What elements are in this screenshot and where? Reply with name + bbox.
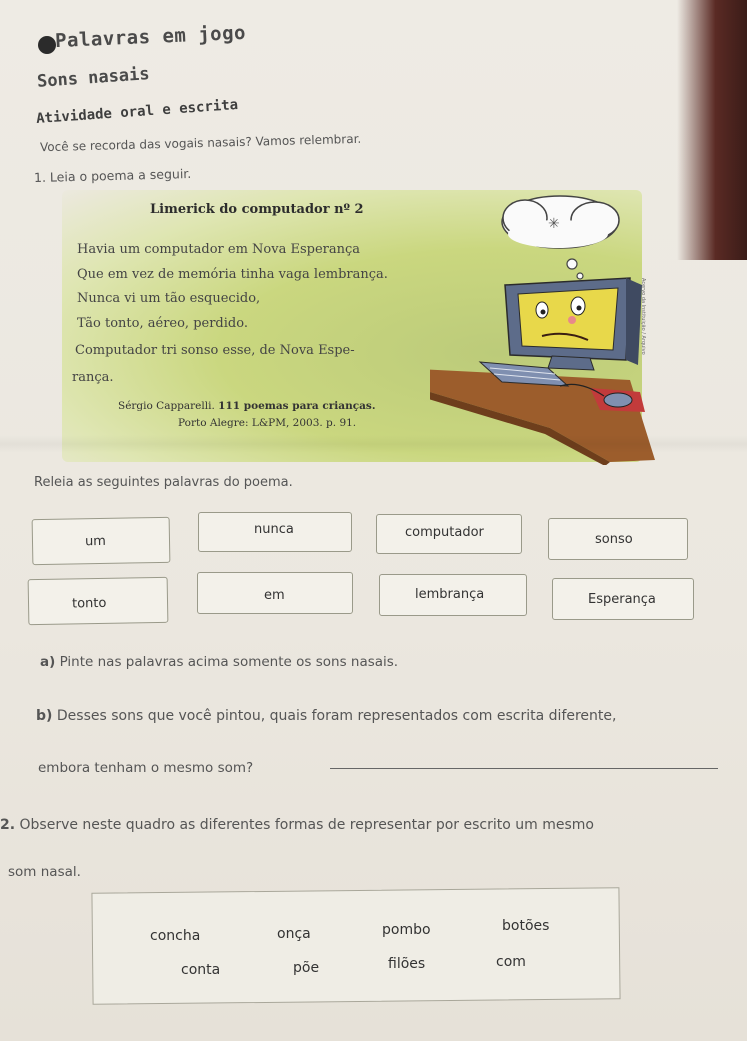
- word-box[interactable]: [32, 517, 171, 565]
- word-label: sonso: [595, 532, 633, 547]
- poem-line: Que em vez de memória tinha vaga lembrança.: [77, 267, 388, 282]
- section-title: Sons nasais: [36, 64, 151, 92]
- intro-text: Você se recorda das vogais nasais? Vamos relembrar.: [39, 131, 362, 155]
- table-word: conta: [181, 962, 221, 978]
- table-word: botões: [502, 918, 550, 934]
- table-word: pombo: [382, 922, 431, 938]
- word-label: em: [264, 588, 285, 603]
- question-2-continuation: som nasal.: [8, 864, 81, 880]
- word-box[interactable]: [198, 512, 352, 552]
- poem-line: Nunca vi um tão esquecido,: [77, 291, 261, 306]
- table-word: filões: [388, 956, 426, 972]
- poem-line: Computador tri sonso esse, de Nova Espe-: [75, 343, 355, 358]
- word-box[interactable]: [552, 578, 694, 620]
- question-1-text: Leia o poema a seguir.: [49, 165, 192, 185]
- monitor-icon: [505, 278, 642, 370]
- poem-line: Havia um computador em Nova Esperança: [77, 242, 361, 257]
- item-a-text: Pinte nas palavras acima somente os sons nasais.: [59, 654, 399, 670]
- credit-author: Sérgio Capparelli.: [118, 400, 215, 412]
- poem-credit: [118, 400, 376, 412]
- activity-title: Atividade oral e escrita: [35, 96, 239, 128]
- image-side-credit: Acervo da Instituição / Arquivo: [640, 278, 646, 355]
- word-box[interactable]: [376, 514, 522, 554]
- page-fold-shadow: [0, 435, 747, 453]
- answer-line[interactable]: [330, 768, 718, 769]
- page-header-title: Palavras em jogo: [54, 21, 247, 53]
- question-2-text: Observe neste quadro as diferentes formas de representar por escrito um mesmo: [19, 817, 594, 833]
- item-a-letter: a): [40, 654, 56, 670]
- question-2: [0, 817, 594, 833]
- table-word: põe: [293, 960, 320, 976]
- credit-publisher: Porto Alegre: L&PM, 2003. p. 91.: [178, 417, 357, 429]
- question-1-number: 1.: [33, 169, 47, 186]
- computer-illustration: [430, 190, 660, 465]
- item-b-letter: b): [36, 708, 53, 724]
- poem-line: rança.: [72, 370, 114, 385]
- word-label: Esperança: [588, 592, 656, 607]
- credit-book: 111 poemas para crianças.: [218, 400, 376, 412]
- item-a: [40, 654, 398, 670]
- word-label: um: [84, 533, 107, 550]
- table-word: com: [496, 954, 526, 970]
- poem-title: Limerick do computador nº 2: [150, 202, 364, 217]
- word-table: [91, 887, 620, 1005]
- item-b-continuation: embora tenham o mesmo som?: [38, 760, 254, 776]
- word-label: computador: [405, 525, 484, 540]
- item-b-text: Desses sons que você pintou, quais foram representados com escrita diferente,: [56, 708, 617, 724]
- word-box[interactable]: [28, 577, 169, 625]
- word-box[interactable]: [197, 572, 353, 614]
- poem-line: Tão tonto, aéreo, perdido.: [77, 316, 248, 331]
- word-box[interactable]: [379, 574, 527, 616]
- thought-cloud-icon: [502, 196, 619, 279]
- word-label: lembrança: [415, 587, 485, 602]
- table-word: concha: [150, 928, 201, 944]
- table-word: onça: [277, 926, 311, 942]
- header-bullet-icon: [38, 36, 56, 54]
- question-2-number: 2.: [0, 817, 16, 833]
- instruction-text: Releia as seguintes palavras do poema.: [34, 475, 293, 490]
- word-label: nunca: [254, 522, 294, 537]
- word-label: tonto: [71, 595, 107, 612]
- svg-text:✳: ✳: [548, 216, 560, 232]
- word-box[interactable]: [548, 518, 688, 560]
- page-edge-shadow: [677, 0, 747, 260]
- item-b: [36, 708, 616, 724]
